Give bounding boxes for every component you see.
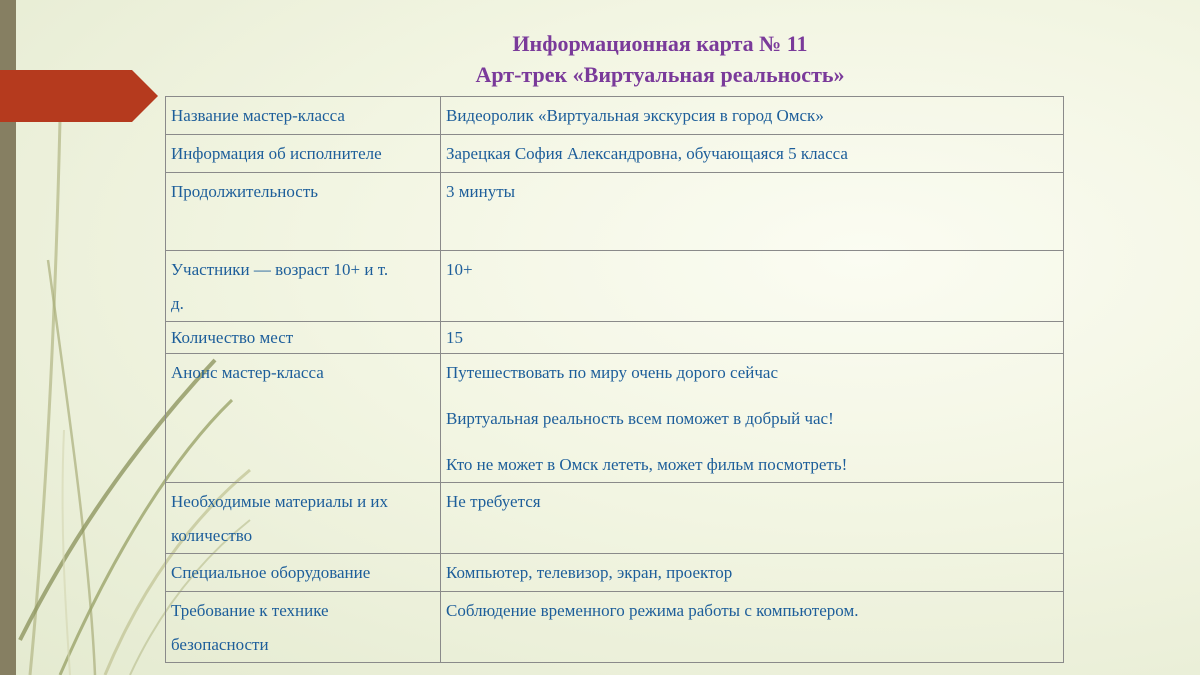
row-label: Информация об исполнителе [171, 144, 382, 163]
title-line-1: Информационная карта № 11 [512, 31, 808, 56]
row-label: Требование к технике [171, 601, 329, 620]
table-row [166, 173, 1064, 251]
row-label-cell [166, 251, 441, 322]
row-value: 3 минуты [446, 182, 516, 201]
row-value: Не требуется [446, 492, 541, 511]
announce-line-3: Кто не может в Омск лететь, может фильм посмотреть! [446, 455, 848, 474]
row-label-cell [166, 592, 441, 663]
row-label-cell [166, 483, 441, 554]
info-card-table [165, 96, 1064, 663]
row-label: Анонс мастер-класса [171, 363, 324, 382]
table-row [166, 251, 1064, 322]
row-value: Видеоролик «Виртуальная экскурсия в город Омск» [446, 106, 824, 125]
row-value: Зарецкая София Александровна, обучающаяся 5 класса [446, 144, 848, 163]
announce-line-1: Путешествовать по миру очень дорого сейчас [446, 363, 779, 382]
row-value-cell [441, 97, 1064, 135]
row-value-cell [441, 173, 1064, 251]
row-value-cell [441, 554, 1064, 592]
table-row [166, 554, 1064, 592]
row-label-continued: безопасности [171, 635, 269, 654]
table-row [166, 135, 1064, 173]
row-value: 10+ [446, 260, 473, 279]
row-label-cell [166, 135, 441, 173]
row-label: Продолжительность [171, 182, 318, 201]
row-label: Специальное оборудование [171, 563, 371, 582]
row-label: Необходимые материалы и их [171, 492, 389, 511]
row-label-cell [166, 322, 441, 354]
row-value-cell [441, 483, 1064, 554]
row-label-continued: количество [171, 526, 253, 545]
page-title [360, 28, 960, 90]
row-label-continued: д. [171, 294, 184, 313]
row-label-cell [166, 97, 441, 135]
row-label: Название мастер-класса [171, 106, 345, 125]
table-row [166, 97, 1064, 135]
row-label-cell [166, 354, 441, 483]
red-arrow-shape [0, 70, 160, 122]
title-line-2: Арт-трек «Виртуальная реальность» [475, 62, 845, 87]
row-label-cell [166, 554, 441, 592]
table-row [166, 322, 1064, 354]
row-value: Соблюдение временного режима работы с компьютером. [446, 601, 859, 620]
row-label: Количество мест [171, 328, 294, 347]
row-value-cell [441, 354, 1064, 483]
row-value-cell [441, 322, 1064, 354]
row-label: Участники — возраст 10+ и т. [171, 260, 389, 279]
announce-line-2: Виртуальная реальность всем поможет в добрый час! [446, 409, 834, 428]
row-label-cell [166, 173, 441, 251]
row-value: Компьютер, телевизор, экран, проектор [446, 563, 733, 582]
row-value-cell [441, 135, 1064, 173]
row-value-cell [441, 251, 1064, 322]
table-row [166, 592, 1064, 663]
row-value-cell [441, 592, 1064, 663]
table-row [166, 483, 1064, 554]
row-value: 15 [446, 328, 463, 347]
table-row [166, 354, 1064, 483]
